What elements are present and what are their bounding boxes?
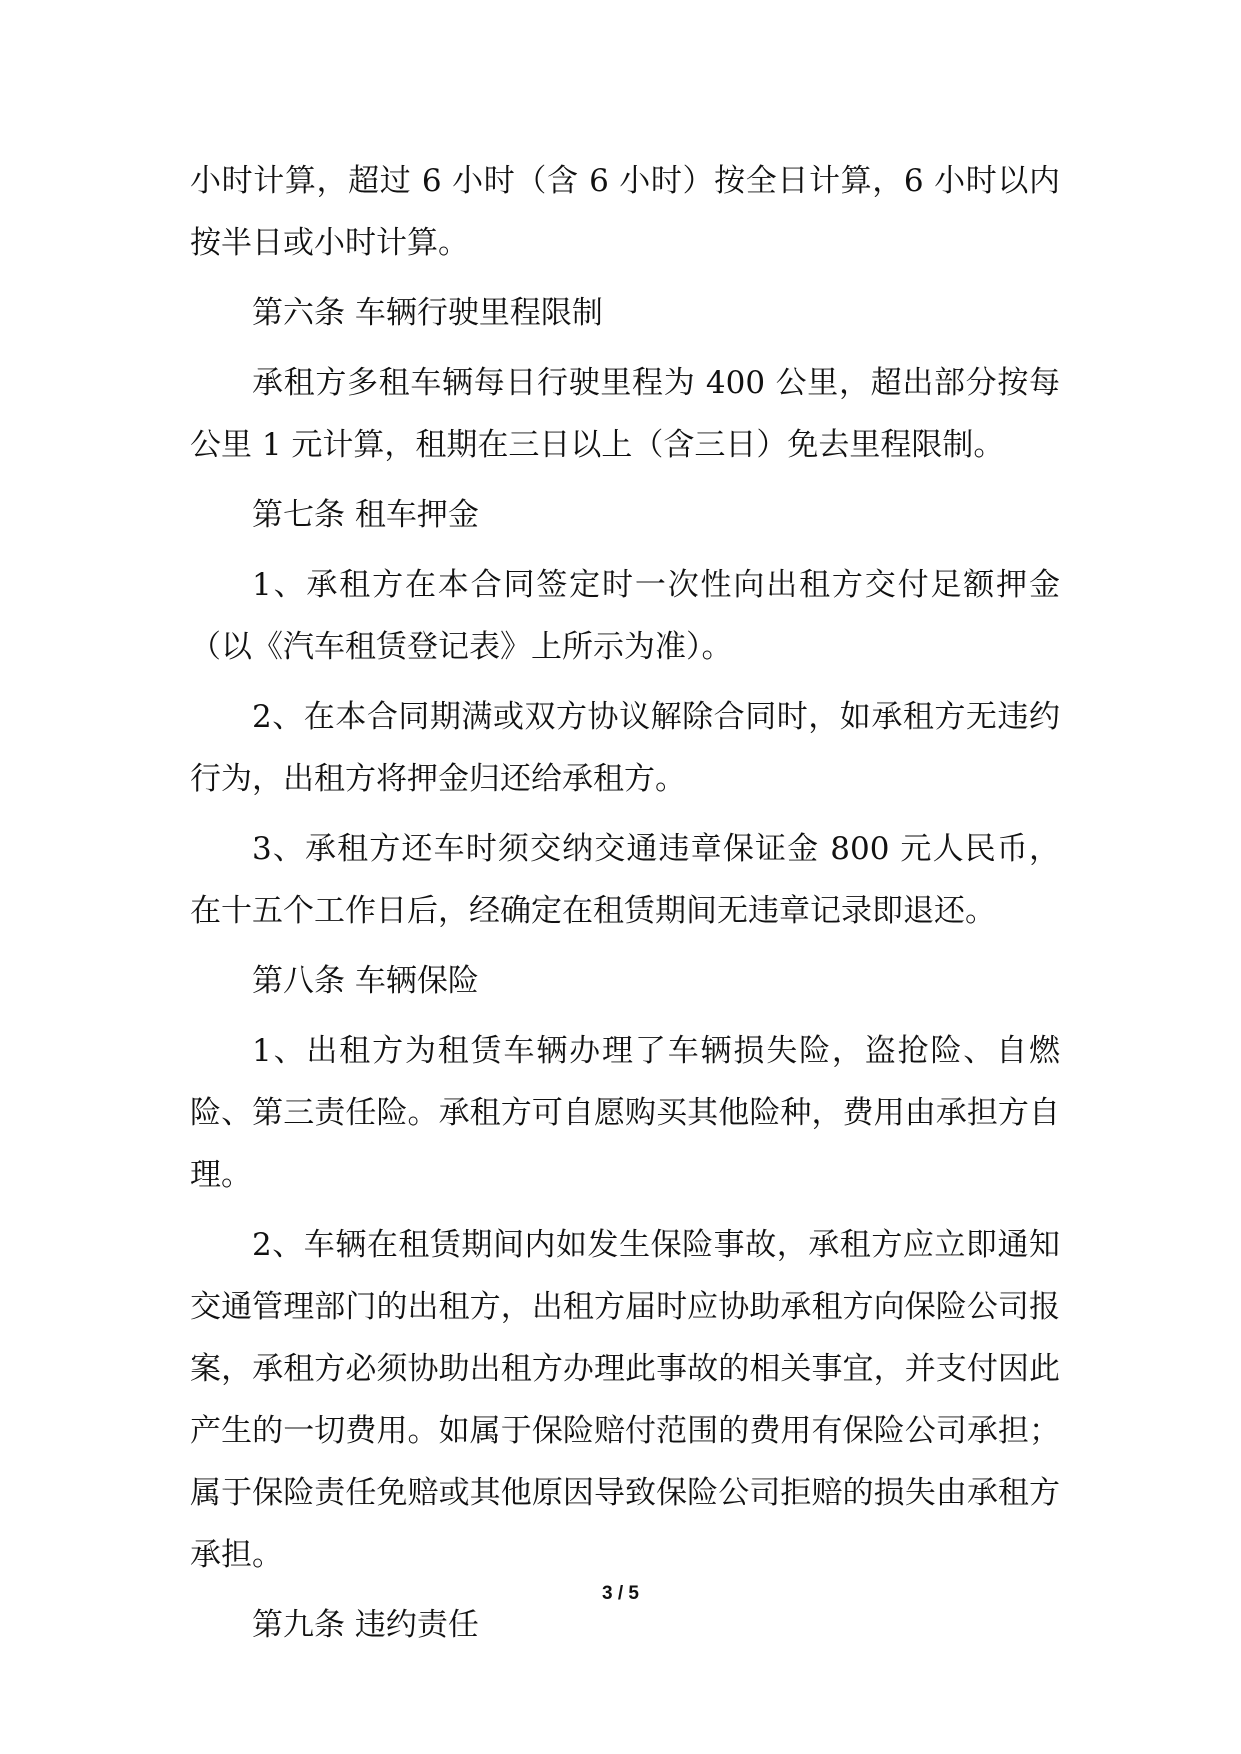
article-8-item-2: 2、车辆在租赁期间内如发生保险事故，承租方应立即通知交通管理部门的出租方，出租方届时应协助承租方向保险公司报案，承租方必须协助出租方办理此事故的相关事宜，并支付因此产生的一切费用。如属于保险赔付范围的费用有保险公司承担；属于保险责任免赔或其他原因导致保险公司拒赔的损失由承租方承担。 [190, 1227, 1060, 1573]
page-number: 3 / 5 [602, 1583, 639, 1604]
article-9-heading: 第九条 违约责任 [252, 1607, 479, 1643]
document-body [190, 150, 1060, 1656]
article-8-item-1: 1、出租方为租赁车辆办理了车辆损失险，盗抢险、自燃险、第三责任险。承租方可自愿购买其他险种，费用由承担方自理。 [190, 1033, 1060, 1193]
paragraph-continuation: 小时计算，超过 6 小时（含 6 小时）按全日计算，6 小时以内按半日或小时计算。 [190, 163, 1060, 261]
article-6-heading: 第六条 车辆行驶里程限制 [252, 295, 603, 331]
article-7-item-2: 2、在本合同期满或双方协议解除合同时，如承租方无违约行为，出租方将押金归还给承租方。 [190, 699, 1060, 797]
article-7-heading: 第七条 租车押金 [252, 497, 479, 533]
article-7-item-3: 3、承租方还车时须交纳交通违章保证金 800 元人民币，在十五个工作日后，经确定在租赁期间无违章记录即退还。 [190, 831, 1060, 929]
article-8-heading: 第八条 车辆保险 [252, 963, 479, 999]
article-6-body: 承租方多租车辆每日行驶里程为 400 公里，超出部分按每公里 1 元计算，租期在三日以上（含三日）免去里程限制。 [190, 365, 1060, 463]
article-7-item-1: 1、承租方在本合同签定时一次性向出租方交付足额押金（以《汽车租赁登记表》上所示为准）。 [190, 567, 1060, 665]
